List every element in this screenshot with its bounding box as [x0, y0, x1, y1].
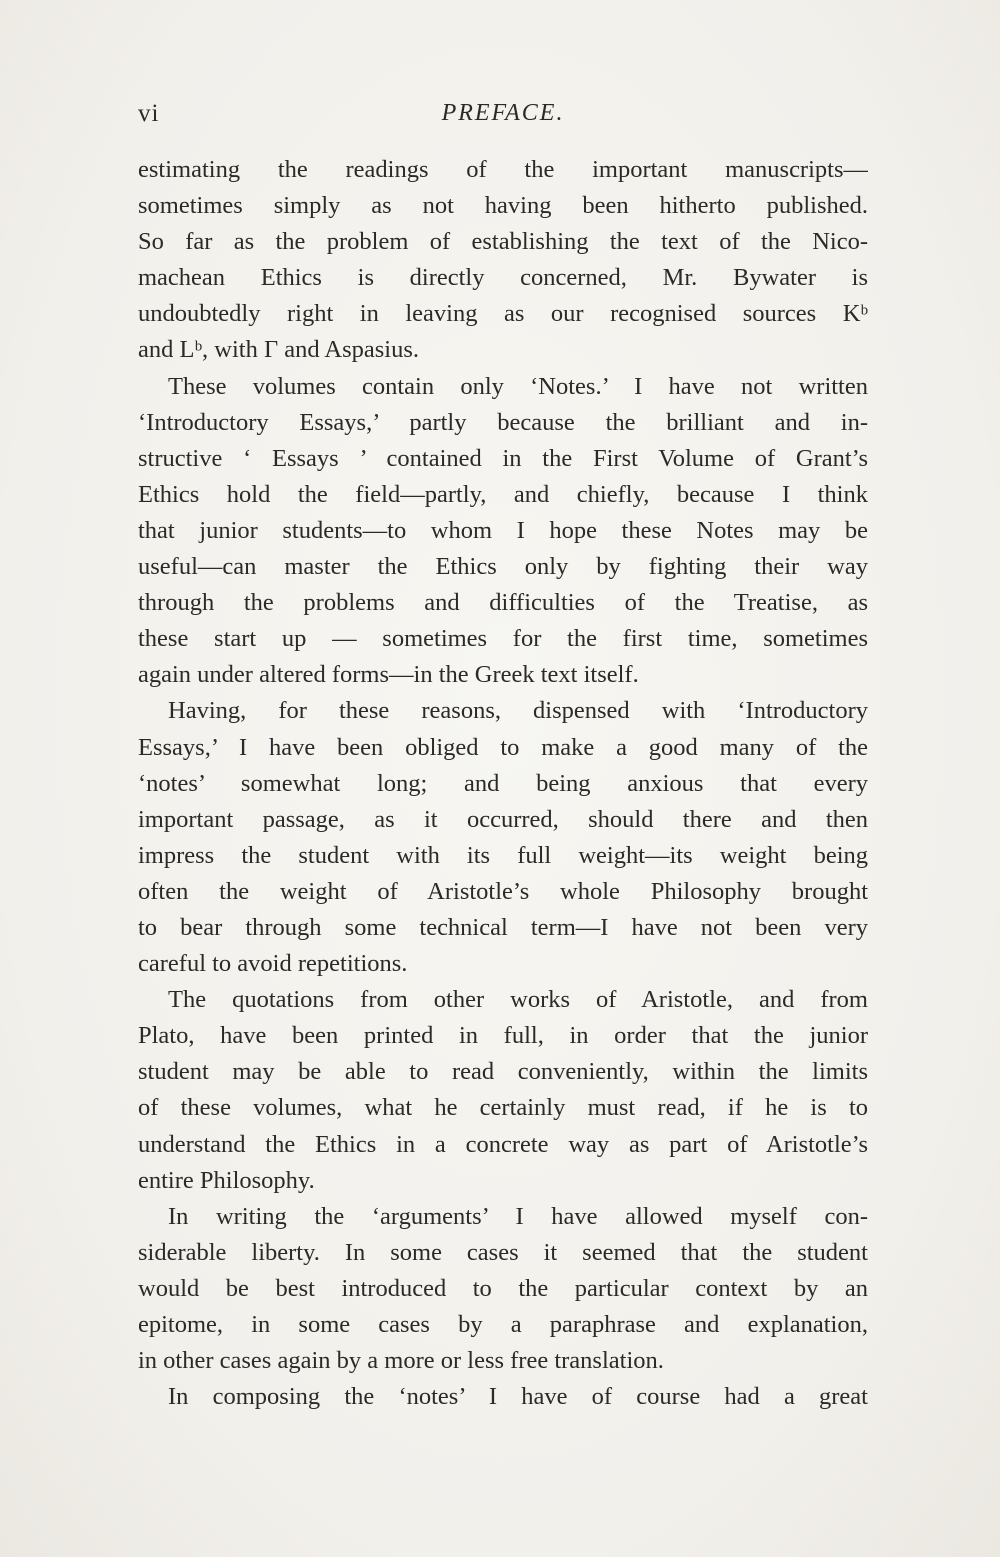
text-line: sometimes simply as not having been hitherto published.: [138, 192, 868, 220]
text-line: siderable liberty. In some cases it seemed that the student: [138, 1238, 868, 1266]
text-line: ‘Introductory Essays,’ partly because the brilliant and in-: [138, 408, 868, 436]
text-line: often the weight of Aristotle’s whole Philosophy brought: [138, 877, 868, 905]
text-line: and Lᵇ, with Γ and Aspasius.: [138, 336, 420, 364]
text-line: In composing the ‘notes’ I have of course had a great: [168, 1383, 868, 1411]
page-number: vi: [138, 100, 160, 127]
text-line: machean Ethics is directly concerned, Mr. Bywater is: [138, 264, 868, 292]
text-line: in other cases again by a more or less free translation.: [138, 1347, 664, 1375]
page-header: [138, 100, 868, 140]
text-line: of these volumes, what he certainly must read, if he is to: [138, 1094, 868, 1122]
text-line: understand the Ethics in a concrete way as part of Aristotle’s: [138, 1130, 868, 1158]
text-line: ‘notes’ somewhat long; and being anxious that every: [138, 769, 868, 797]
text-line: The quotations from other works of Aristotle, and from: [168, 986, 868, 1014]
paragraph: [138, 369, 868, 694]
text-line: entire Philosophy.: [138, 1166, 315, 1194]
paragraph: [138, 982, 868, 1199]
text-line: careful to avoid repetitions.: [138, 950, 408, 978]
text-line: Having, for these reasons, dispensed with ‘Introductory: [168, 697, 868, 725]
text-line: again under altered forms—in the Greek text itself.: [138, 661, 639, 689]
paragraph: [138, 152, 868, 369]
body-text: [138, 152, 868, 1415]
text-line: undoubtedly right in leaving as our recognised sources Kᵇ: [138, 300, 868, 328]
paragraph: [138, 1199, 868, 1379]
running-title: PREFACE.: [441, 100, 565, 126]
text-line: Plato, have been printed in full, in order that the junior: [138, 1022, 868, 1050]
text-line: impress the student with its full weight—its weight being: [138, 841, 868, 869]
text-line: In writing the ‘arguments’ I have allowed myself con-: [168, 1202, 868, 1230]
text-line: Ethics hold the field—partly, and chiefly, because I think: [138, 480, 868, 508]
text-line: these start up — sometimes for the first time, sometimes: [138, 625, 868, 653]
text-line: epitome, in some cases by a paraphrase and explanation,: [138, 1311, 868, 1338]
text-line: structive ‘ Essays ’ contained in the First Volume of Grant’s: [138, 444, 868, 472]
paragraph: [138, 693, 868, 982]
text-line: These volumes contain only ‘Notes.’ I have not written: [168, 372, 868, 400]
paragraph: [138, 1379, 868, 1415]
text-line: to bear through some technical term—I have not been very: [138, 913, 868, 941]
text-line: useful—can master the Ethics only by fighting their way: [138, 553, 868, 581]
text-line: important passage, as it occurred, should there and then: [138, 805, 868, 833]
text-line: through the problems and difficulties of the Treatise, as: [138, 589, 868, 617]
text-line: estimating the readings of the important manuscripts—: [138, 156, 868, 183]
text-line: student may be able to read conveniently, within the limits: [138, 1058, 868, 1086]
text-line: would be best introduced to the particular context by an: [138, 1274, 868, 1302]
text-line: So far as the problem of establishing the text of the Nico-: [138, 228, 868, 256]
text-line: Essays,’ I have been obliged to make a good many of the: [138, 733, 868, 761]
text-line: that junior students—to whom I hope these Notes may be: [138, 516, 868, 544]
